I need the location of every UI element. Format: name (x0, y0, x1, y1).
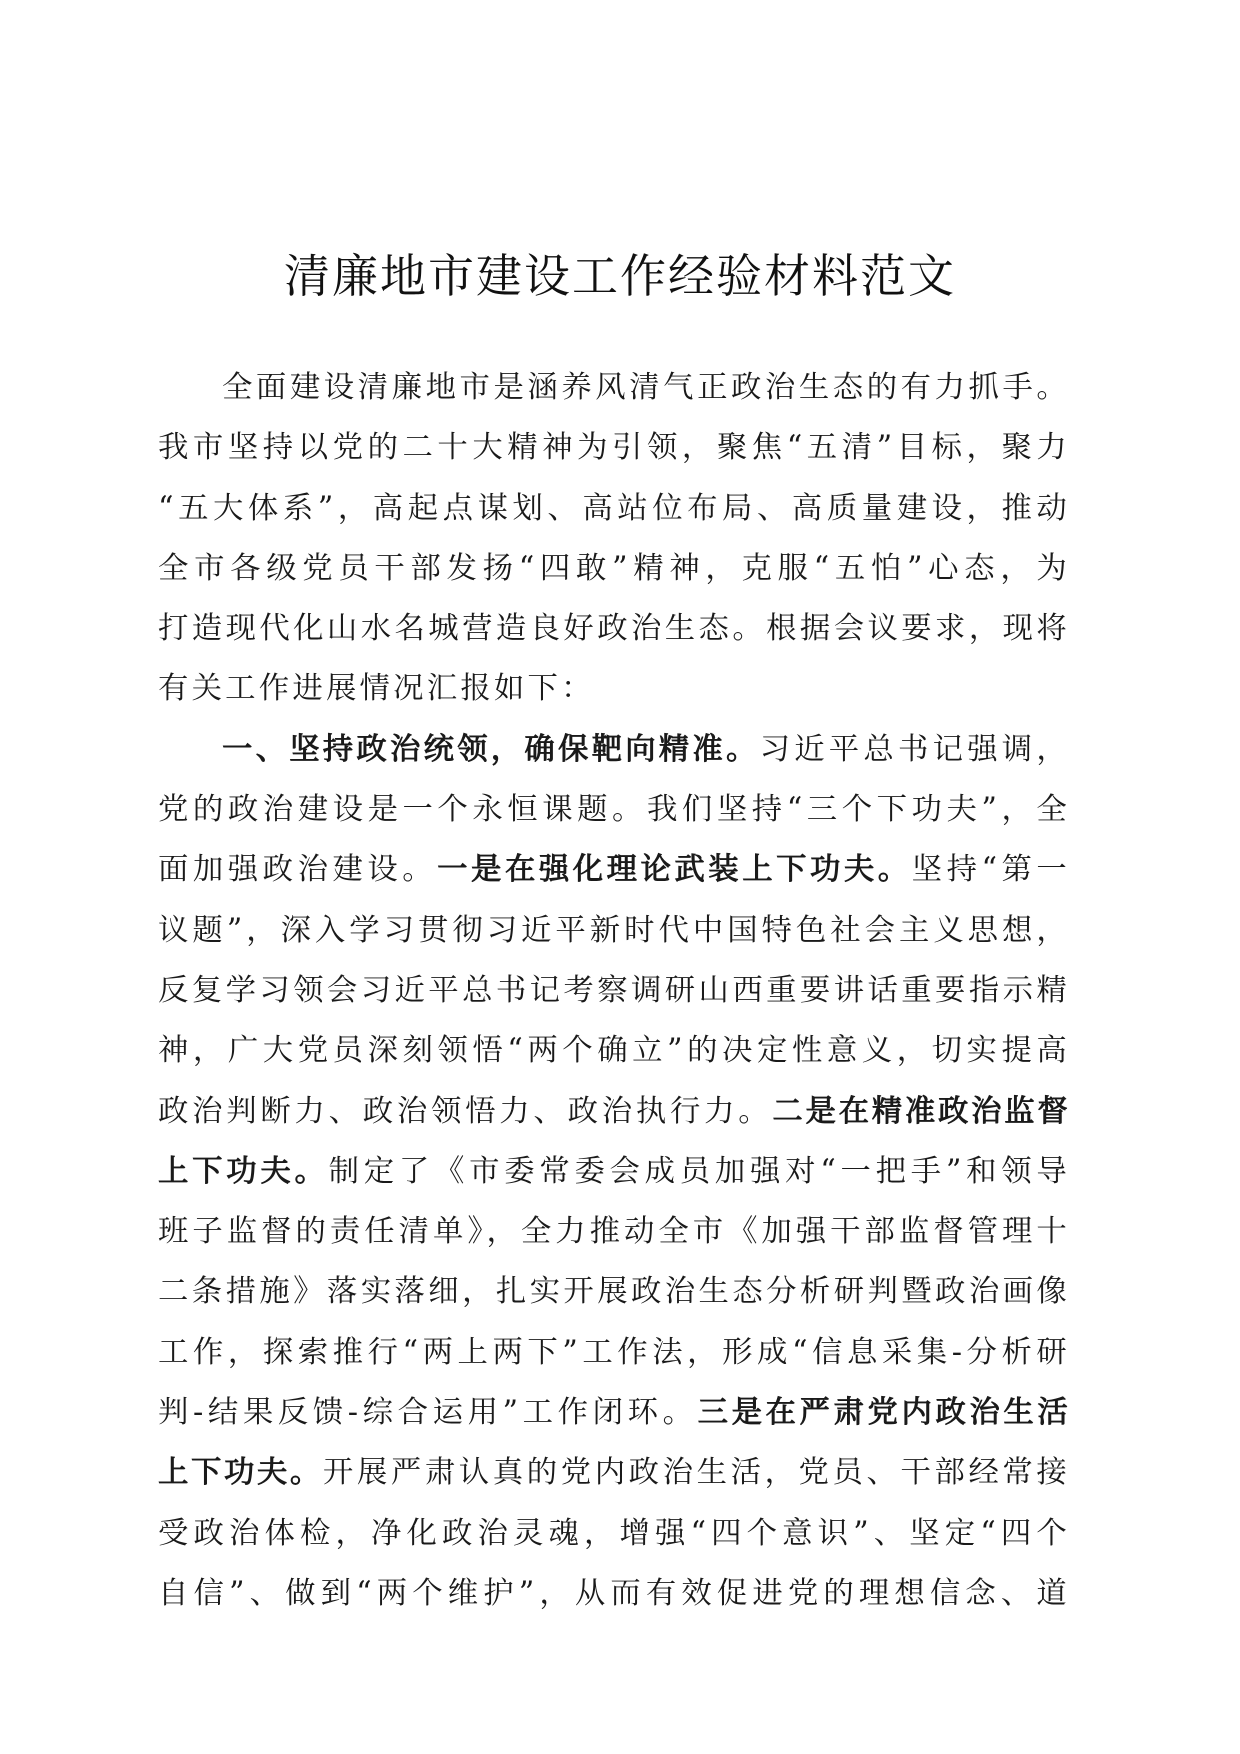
paragraph-1-line: 打造现代化山水名城营造良好政治生态。根据会议要求，现将 (158, 611, 1070, 647)
paragraph-2-line: 班子监督的责任清单》，全力推动全市《加强干部监督管理十 (158, 1214, 1070, 1250)
paragraph-text: 坚持“第一 (911, 852, 1070, 888)
paragraph-2-line: 议题”，深入学习贯彻习近平新时代中国特色社会主义思想， (158, 912, 1070, 948)
paragraph-2-line: 反复学习领会习近平总书记考察调研山西重要讲话重要指示精 (158, 972, 1070, 1008)
paragraph-2-line: 神，广大党员深刻领悟“两个确立”的决定性意义，切实提高 (158, 1033, 1070, 1069)
paragraph-2-line (158, 1383, 1070, 1443)
paragraph-2-line (158, 1142, 1070, 1202)
paragraph-2-line (158, 1082, 1070, 1142)
paragraph-1-line: 全市各级党员干部发扬“四敢”精神，克服“五怕”心态，为 (158, 550, 1070, 586)
paragraph-1-line: 我市坚持以党的二十大精神为引领，聚焦“五清”目标，聚力 (158, 430, 1070, 466)
point-three-heading-part1: 三是在严肃党内政治生活 (697, 1395, 1070, 1431)
paragraph-2-line: 工作，探索推行“两上两下”工作法，形成“信息采集-分析研 (158, 1334, 1070, 1370)
paragraph-text: 习近平总书记强调， (759, 731, 1070, 767)
paragraph-1-line: 有关工作进展情况汇报如下： (158, 671, 595, 707)
paragraph-2-line (158, 840, 1070, 900)
paragraph-2-line (158, 720, 1070, 780)
paragraph-text: 开展严肃认真的党内政治生活，党员、干部经常接 (322, 1455, 1070, 1491)
point-two-heading-part2: 上下功夫。 (158, 1153, 329, 1189)
paragraph-text: 判-结果反馈-综合运用”工作闭环。 (158, 1395, 698, 1431)
point-two-heading-part1: 二是在精准政治监督 (772, 1093, 1070, 1129)
paragraph-2-line: 受政治体检，净化政治灵魂，增强“四个意识”、坚定“四个 (158, 1515, 1070, 1551)
paragraph-2-line: 党的政治建设是一个永恒课题。我们坚持“三个下功夫”，全 (158, 792, 1070, 828)
paragraph-2-line: 二条措施》落实落细，扎实开展政治生态分析研判暨政治画像 (158, 1274, 1070, 1310)
paragraph-text: 制定了《市委常委会成员加强对“一把手”和领导 (328, 1153, 1070, 1189)
paragraph-1-line: 全面建设清廉地市是涵养风清气正政治生态的有力抓手。 (222, 370, 1070, 405)
paragraph-1-line: “五大体系”，高起点谋划、高站位布局、高质量建设，推动 (158, 490, 1070, 526)
point-three-heading-part2: 上下功夫。 (158, 1455, 323, 1491)
paragraph-text: 政治判断力、政治领悟力、政治执行力。 (158, 1093, 773, 1129)
paragraph-2-line (158, 1443, 1070, 1503)
paragraph-text: 面加强政治建设。 (158, 852, 438, 888)
document-body (158, 358, 1070, 1624)
point-one-heading: 一是在强化理论武装上下功夫。 (437, 852, 912, 888)
paragraph-2-line: 自信”、做到“两个维护”，从而有效促进党的理想信念、道 (158, 1575, 1070, 1611)
section-heading: 一、坚持政治统领，确保靶向精准。 (222, 731, 760, 767)
document-title: 清廉地市建设工作经验材料范文 (284, 249, 956, 303)
